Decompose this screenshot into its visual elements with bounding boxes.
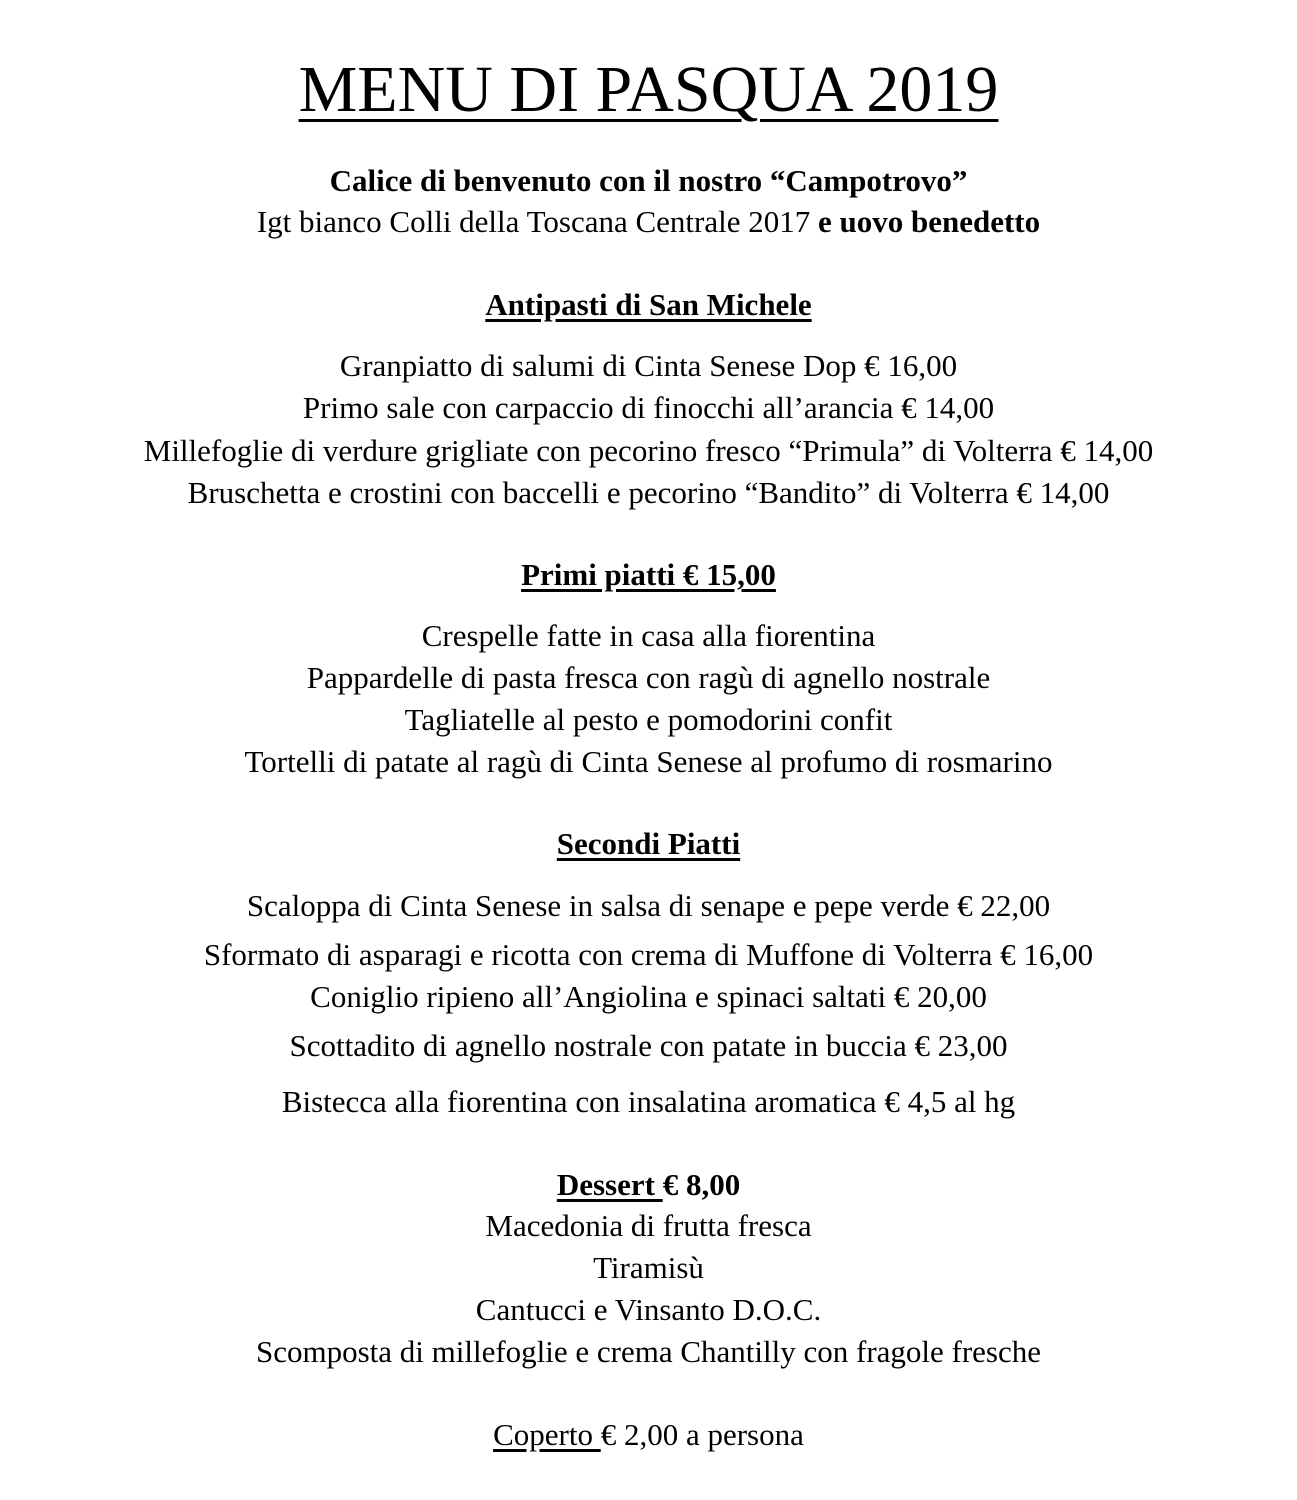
dessert-heading	[0, 1167, 1297, 1203]
primi-heading: Primi piatti € 15,00	[521, 557, 776, 592]
dessert-item: Cantucci e Vinsanto D.O.C.	[475, 1292, 822, 1327]
dessert-heading-price: € 8,00	[662, 1167, 741, 1202]
coperto-line	[0, 1417, 1297, 1453]
primi-item: Pappardelle di pasta fresca con ragù di agnello nostrale	[306, 660, 991, 695]
primi-item: Tagliatelle al pesto e pomodorini confit	[404, 702, 893, 737]
secondi-item: Sformato di asparagi e ricotta con crema di Muffone di Volterra € 16,00	[203, 937, 1094, 972]
dessert-heading-label: Dessert	[556, 1167, 663, 1202]
secondi-item: Coniglio ripieno all’Angiolina e spinaci saltati € 20,00	[310, 979, 987, 1014]
coperto-label: Coperto	[493, 1417, 601, 1452]
welcome-line-1: Calice di benvenuto con il nostro “Campotrovo”	[329, 163, 968, 198]
coperto-text: € 2,00 a persona	[600, 1417, 804, 1452]
secondi-item: Scottadito di agnello nostrale con patate in buccia € 23,00	[289, 1028, 1008, 1063]
primi-item: Tortelli di patate al ragù di Cinta Senese al profumo di rosmarino	[244, 744, 1053, 779]
menu-title: MENU DI PASQUA 2019	[298, 53, 999, 126]
antipasti-heading: Antipasti di San Michele	[485, 287, 812, 322]
secondi-item: Scaloppa di Cinta Senese in salsa di senape e pepe verde € 22,00	[246, 888, 1051, 923]
dessert-item: Tiramisù	[593, 1250, 704, 1285]
secondi-item: Bistecca alla fiorentina con insalatina aromatica € 4,5 al hg	[281, 1084, 1016, 1119]
antipasti-item: Primo sale con carpaccio di finocchi all’arancia € 14,00	[302, 390, 995, 425]
welcome-line-2-bold: e uovo benedetto	[817, 204, 1041, 239]
secondi-heading: Secondi Piatti	[556, 826, 741, 861]
antipasti-item: Millefoglie di verdure grigliate con pecorino fresco “Primula” di Volterra € 14,00	[143, 433, 1154, 468]
welcome-line-2-plain: Igt bianco Colli della Toscana Centrale 2017	[256, 204, 818, 239]
antipasti-item: Granpiatto di salumi di Cinta Senese Dop € 16,00	[339, 348, 958, 383]
dessert-item: Macedonia di frutta fresca	[485, 1208, 812, 1243]
primi-item: Crespelle fatte in casa alla fiorentina	[421, 618, 876, 653]
antipasti-item: Bruschetta e crostini con baccelli e pecorino “Bandito” di Volterra € 14,00	[187, 475, 1110, 510]
dessert-item: Scomposta di millefoglie e crema Chantilly con fragole fresche	[255, 1334, 1042, 1369]
welcome-line-2	[0, 204, 1297, 240]
